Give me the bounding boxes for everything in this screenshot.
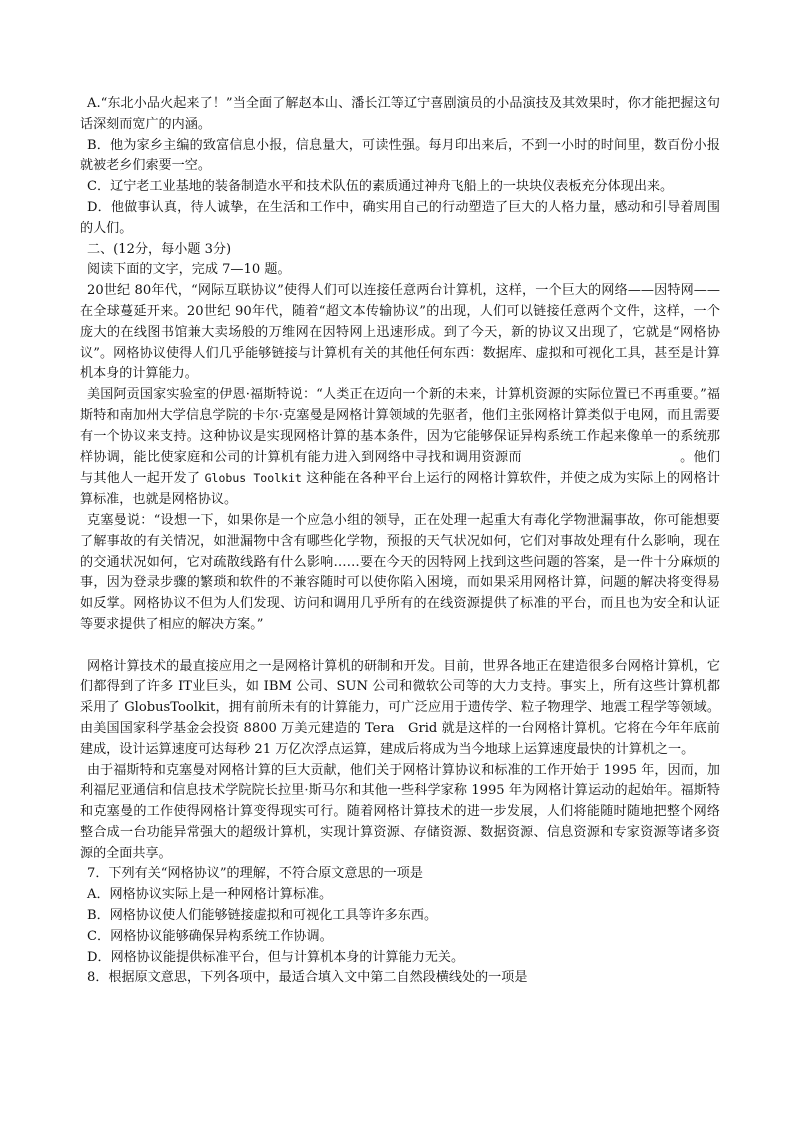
prev-option-c: C．辽宁老工业基地的装备制造水平和技术队伍的素质通过神舟飞船上的一块块仪表板充分体现出来。: [87, 179, 674, 195]
passage-paragraph-1: 20世纪 80年代，“网际互联协议”使得人们可以连接任意两台计算机，这样，一个巨大的网络——因特网——在全球蔓延开来。20世纪 90年代，随着“超文本传输协议”的出现，人们可以链接任意两个文件，这样，一个庞大的在线图书馆兼大卖场般的万维网在因特网上迅速形成。到了今天，新的协议又出现了，它就是“网格协议”。网格协议使得人们几乎能够链接与计算机有关的其他任何东西：数据库、虚拟和可视化工具，甚至是计算机本身的计算能力。: [80, 283, 720, 382]
passage-p2-text-after: 。他们与其他人一起开发了: [80, 449, 721, 487]
question-7-option-a: A．网格协议实际上是一种网格计算标准。: [87, 887, 333, 903]
passage-p2-toolkit: Globus Toolkit: [204, 471, 302, 486]
exam-page: [80, 94, 720, 989]
section-heading: 二、(12分，每小题 3分): [87, 241, 232, 257]
question-8-stem: 8．根据原文意思，下列各项中，最适合填入文中第二自然段横线处的一项是: [87, 970, 528, 986]
passage-p2-text: 美国阿贡国家实验室的伊恩·福斯特说：“人类正在迈向一个新的未来，计算机资源的实际位置已不再重要。”福斯特和南加州大学信息学院的卡尔·克塞曼是网格计算领域的先驱者，他们主张网格计算类似于电网，而且需要有一个协议来支持。这种协议是实现网格计算的基本条件，因为它能够保证异构系统工作起来像单一的系统那样协调，能比使家庭和公司的计算机有能力进入到网络中寻找和调用资源而: [80, 387, 720, 465]
prev-option-b: B．他为家乡主编的致富信息小报，信息量大，可读性强。每月印出来后，不到一小时的时间里，数百份小报就被老乡们索要一空。: [80, 137, 720, 174]
passage-paragraph-5: 由于福斯特和克塞曼对网格计算的巨大贡献，他们关于网格计算协议和标准的工作开始于 1995 年，因而，加利福尼亚通信和信息技术学院院长拉里·斯马尔和其他一些科学家称 1995 年为网格计算运动的起始年。福斯特和克塞曼的工作使得网格计算变得现实可行。随着网格计算技术的进一步发展，人们将能随时随地把整个网络整合成一台功能异常强大的超级计算机，实现计算资源、存储资源、数据资源、信息资源和专家资源等诸多资源的全面共享。: [80, 762, 720, 861]
passage-paragraph-4: 网格计算技术的最直接应用之一是网格计算机的研制和开发。目前，世界各地正在建造很多台网格计算机，它们都得到了许多 IT业巨头，如 IBM 公司、SUN 公司和微软公司等的大力支持。事实上，所有这些计算机都采用了 GlobusToolkit，拥有前所未有的计算能力，可广泛应用于遗传学、粒子物理学、地震工程学等领域。由美国国家科学基金会投资 8800 万美元建造的 Tera Grid 就是这样的一台网格计算机。它将在今年年底前建成，设计运算速度可达每秒 21 万亿次浮点运算，建成后将成为当今地球上运算速度最快的计算机之一。: [80, 658, 720, 757]
prev-option-d: D．他做事认真，待人诚挚，在生活和工作中，确实用自己的行动塑造了巨大的人格力量，感动和引导着周围的人们。: [80, 199, 720, 236]
passage-paragraph-2: [80, 385, 720, 511]
passage-paragraph-3: 克塞曼说：“设想一下，如果你是一个应急小组的领导，正在处理一起重大有毒化学物泄漏事故，你可能想要了解事故的有关情况，如泄漏物中含有哪些化学物，预报的天气状况如何，它们对事故处理有什么影响，现在的交通状况如何，它对疏散线路有什么影响……要在今天的因特网上找到这些问题的答案，是一件十分麻烦的事，因为登录步骤的繁琐和软件的不兼容随时可以使你陷入困境，而如果采用网格计算，问题的解决将变得易如反掌。网格协议不但为人们发现、访问和调用几乎所有的在线资源提供了标准的平台，而且也为安全和认证等要求提供了相应的解决方案。”: [80, 512, 720, 632]
passage-p2-text-end: 这种能在各种平台上运行的网格计算软件，并使之成为实际上的网格计算标准，也就是网格协议。: [80, 471, 720, 508]
question-7-option-d: D．网格协议能提供标准平台，但与计算机本身的计算能力无关。: [87, 949, 465, 965]
question-7-stem: 7．下列有关“网格协议”的理解，不符合原文意思的一项是: [87, 866, 423, 882]
section-instruction: 阅读下面的文字，完成 7—10 题。: [87, 262, 291, 278]
question-7-option-b: B．网格协议使人们能够链接虚拟和可视化工具等许多东西。: [87, 908, 438, 924]
paragraph-gap: [80, 636, 720, 657]
prev-option-a: A.“东北小品火起来了！”当全面了解赵本山、潘长江等辽宁喜剧演员的小品演技及其效果时，你才能把握这句话深刻而宽广的内涵。: [80, 96, 720, 132]
question-7-option-c: C．网格协议能够确保异构系统工作协调。: [87, 928, 333, 944]
